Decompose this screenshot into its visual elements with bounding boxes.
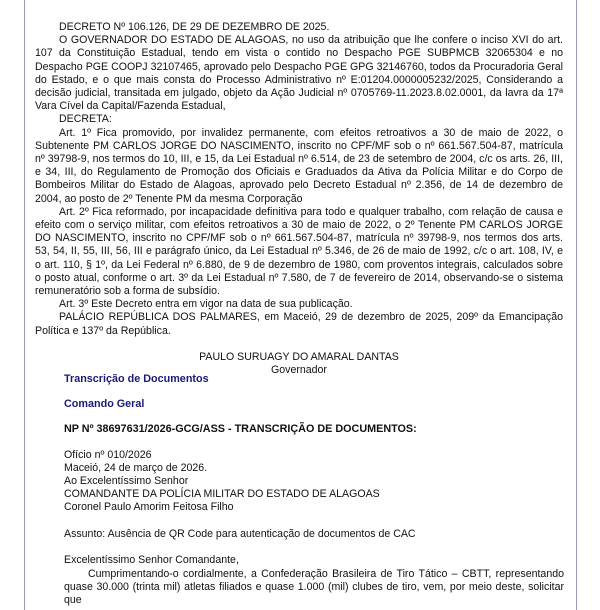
decree-article-1: Art. 1º Fica promovido, por invalidez permanente, com efeitos retroativos a 30 de maio de 2022, o Subtenente PM CARLOS JORGE DO NASCIMENTO, inscrito no CPF/MF sob o nº 661.567.504-87, matrícula nº 39798-9, nos termos do 10, III, e 15, da Lei Estadual nº 6.514, de 23 de setembro de 2004, c/c os arts. 26, III, e 34, III, do Regulamento de Promoção dos Oficiais e Graduados da Ativa da Polícia Militar e do Corpo de Bombeiros Militar do Estado de Alagoas, aprovado pelo Decreto Estadual nº 2.356, de 14 de dezembro de 2004, ao posto de 2º Tenente PM da mesma Corporação <box>35 126 563 205</box>
letter-place-date: Maceió, 24 de março de 2026. <box>64 461 208 474</box>
decree-article-3: Art. 3º Este Decreto entra em vigor na data de sua publicação. <box>59 298 353 311</box>
letter-recipient-name: Coronel Paulo Amorim Feitosa Filho <box>64 501 234 514</box>
letter-recipient-org: COMANDANTE DA POLÍCIA MILITAR DO ESTADO DE ALAGOAS <box>64 488 380 501</box>
decree-block <box>35 21 563 377</box>
section-title: Transcrição de Documentos <box>64 373 209 385</box>
signer-name: PAULO SURUAGY DO AMARAL DANTAS <box>199 350 399 363</box>
document-page <box>24 0 577 610</box>
decree-closing: PALÁCIO REPÚBLICA DOS PALMARES, em Maceió, 29 de dezembro de 2025, 209º da Emancipação Política e 137º da República. <box>35 311 563 337</box>
letter-body: Cumprimentando-o cordialmente, a Confederação Brasileira de Tiro Tático – CBTT, representando quase 30.000 (trinta mil) atletas filiados e quase 1.000 (mil) clubes de tiro, vem, por meio deste, solicitar que <box>64 568 564 607</box>
decree-decreta: DECRETA: <box>59 113 112 126</box>
subsection-title: Comando Geral <box>64 398 145 411</box>
decree-title: DECRETO Nº 106.126, DE 29 DE DEZEMBRO DE 2025. <box>59 21 330 33</box>
np-title: NP Nº 38697631/2026-GCG/ASS - TRANSCRIÇÃO DE DOCUMENTOS: <box>64 423 417 436</box>
signer-title: Governador <box>271 364 327 377</box>
decree-article-2: Art. 2º Fica reformado, por incapacidade definitiva para todo e qualquer trabalho, com relação de causa e efeito com o serviço militar, com efeitos retroativos a 30 de maio de 2022, o 2º Tenente PM CARLOS JORGE DO NASCIMENTO, inscrito no CPF/MF sob o nº 661.567.504-87, matrícula nº 39798-9, nos termos dos arts. 53, 54, II, 55, III, 56, III e parágrafo único, da Lei Estadual nº 5.346, de 26 de maio de 1992, c/c o art. 108, IV, e o art. 110, § 1º, da Lei Federal nº 6.880, de 9 de dezembro de 1980, com proventos integrais, calculados sobre o posto atual, conforme o art. 3º da Lei Estadual nº 7.580, de 7 de fevereiro de 2014, observando-se o sistema remuneratório sob a forma de subsídio. <box>35 205 563 298</box>
letter-number: Ofício nº 010/2026 <box>64 448 152 461</box>
letter-to-line: Ao Excelentíssimo Senhor <box>64 475 189 488</box>
letter-subject: Assunto: Ausência de QR Code para autenticação de documentos de CAC <box>64 527 416 540</box>
transcription-block <box>64 373 564 580</box>
letter-body-block <box>64 568 564 608</box>
decree-preamble: O GOVERNADOR DO ESTADO DE ALAGOAS, no uso da atribuição que lhe confere o inciso XVI do art. 107 da Constituição Estadual, tendo em vista o contido no Despacho PGE SUBPMCB 32065304 e no Despacho PGE COOPJ 32107465, aprovado pelo Despacho PGE GPG 32146760, todos da Procuradoria Geral do Estado, e o que mais consta do Processo Administrativo nº E:01204.0000005232/2025, Considerando a decisão judicial, transitada em julgado, objeto da Ação Judicial nº 0705769-11.2023.8.02.0001, da lavra da 17ª Vara Cível da Capital/Fazenda Estadual, <box>35 34 563 113</box>
letter-salutation: Excelentíssimo Senhor Comandante, <box>64 553 239 566</box>
